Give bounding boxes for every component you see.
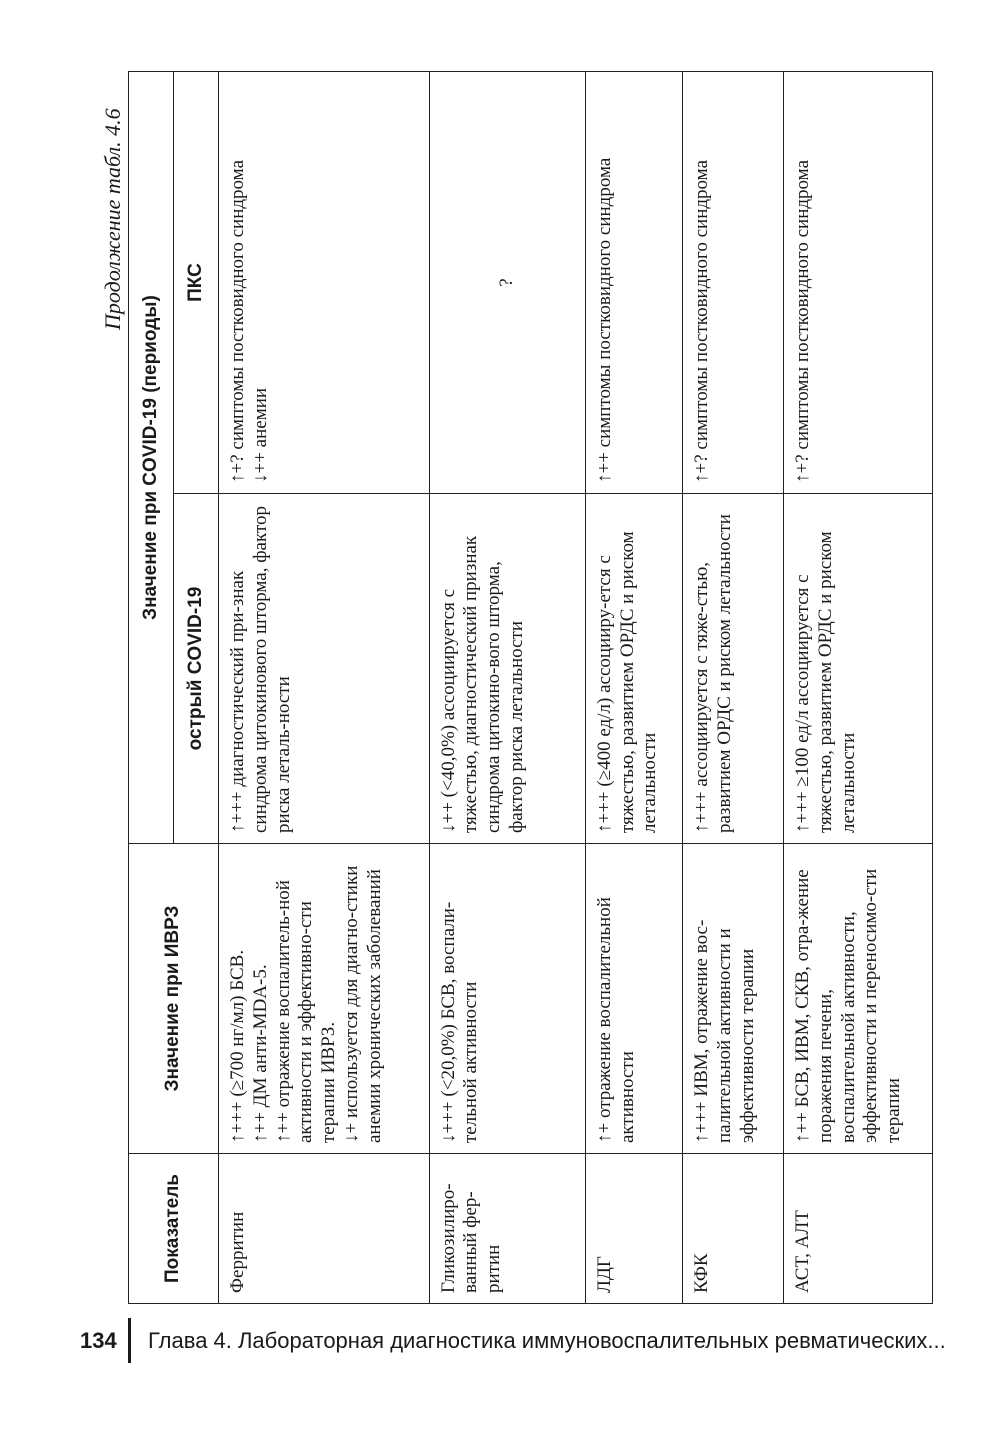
cell-line: ↑++ ДМ анти-MDA-5. [249,964,271,1143]
cell-pks [585,72,683,494]
cell-line: ↓+ используется для диагно-стики анемии хронических заболеваний [340,865,385,1143]
cell-line: ↑++ БСВ, ИВМ, СКВ, отра-жение поражения печени, воспалительной активности, эффективности и переносимо-сти терапии [792,868,905,1143]
cell-line: ? [495,278,517,287]
table-row [429,72,585,1304]
cell-line: ↓+++ (<20,0%) БСВ, воспали-тельной активности [437,901,482,1143]
cell-acute: ↑+++ ассоциируется с тяже-стью, развитием ОРДС и риском летальности [683,494,784,844]
table-row [219,72,430,1304]
cell-acute: ↑+++ диагностический при-знак синдрома цитокинового шторма, фактор риска леталь-ности [219,494,430,844]
cell-pks [683,72,784,494]
cell-line: ↑+++ (≥700 нг/мл) БСВ. [227,949,248,1143]
data-table [128,71,933,1304]
cell-ivrz [219,844,430,1154]
table-row [683,72,784,1304]
header-covid-group: Значение при COVID-19 (периоды) [129,72,174,844]
cell-indicator: Ферритин [219,1154,430,1304]
header-indicator: Показатель [129,1154,219,1304]
cell-acute: ↑+++ (≥400 ед/л) ассоцииру-ется с тяжестью, развитием ОРДС и риском летальности [585,494,683,844]
header-acute: острый COVID-19 [174,494,219,844]
cell-indicator: АСТ, АЛТ [784,1154,933,1304]
cell-ivrz [429,844,585,1154]
cell-ivrz [585,844,683,1154]
cell-acute: ↑+++ ≥100 ед/л ассоциируется с тяжестью, развитием ОРДС и риском летальности [784,494,933,844]
cell-line: ↑++ симптомы постковидного синдрома [593,157,615,483]
cell-ivrz [683,844,784,1154]
cell-indicator: КФК [683,1154,784,1304]
header-pks: ПКС [174,72,219,494]
table-container [128,72,933,1304]
cell-acute: ↓++ (<40,0%) ассоциируется с тяжестью, диагностический признак синдрома цитокино-вого шторма, фактор риска летальности [429,494,585,844]
cell-ivrz [784,844,933,1154]
table-caption: Продолжение табл. 4.6 [100,108,125,330]
cell-line: ↓++ анемии [249,387,271,483]
header-ivrz: Значение при ИВРЗ [129,844,219,1154]
cell-line: ↑+++ ИВМ, отражение вос-палительной активности и эффективности терапии [691,919,758,1143]
page-number: 134 [80,1328,117,1353]
cell-pks [219,72,430,494]
chapter-title: Глава 4. Лабораторная диагностика иммуновоспалительных ревматических... [148,1328,946,1353]
cell-line: ↑+? симптомы постковидного синдрома [792,159,813,483]
table-row [585,72,683,1304]
cell-line: ↑+? симптомы постковидного синдрома [227,159,248,483]
cell-line: ↑+ отражение воспалительной активности [593,897,638,1143]
page-footer [60,1318,960,1368]
cell-indicator: ЛДГ [585,1154,683,1304]
table-row [784,72,933,1304]
cell-indicator: Гликозилиро-ванный фер-ритин [429,1154,585,1304]
cell-line: ↑+? симптомы постковидного синдрома [691,159,713,483]
footer-divider [128,1318,131,1363]
cell-line: ↑++ отражение воспалитель-ной активности и эффективно-сти терапии ИВРЗ. [272,880,340,1143]
cell-pks [429,72,585,494]
cell-pks [784,72,933,494]
